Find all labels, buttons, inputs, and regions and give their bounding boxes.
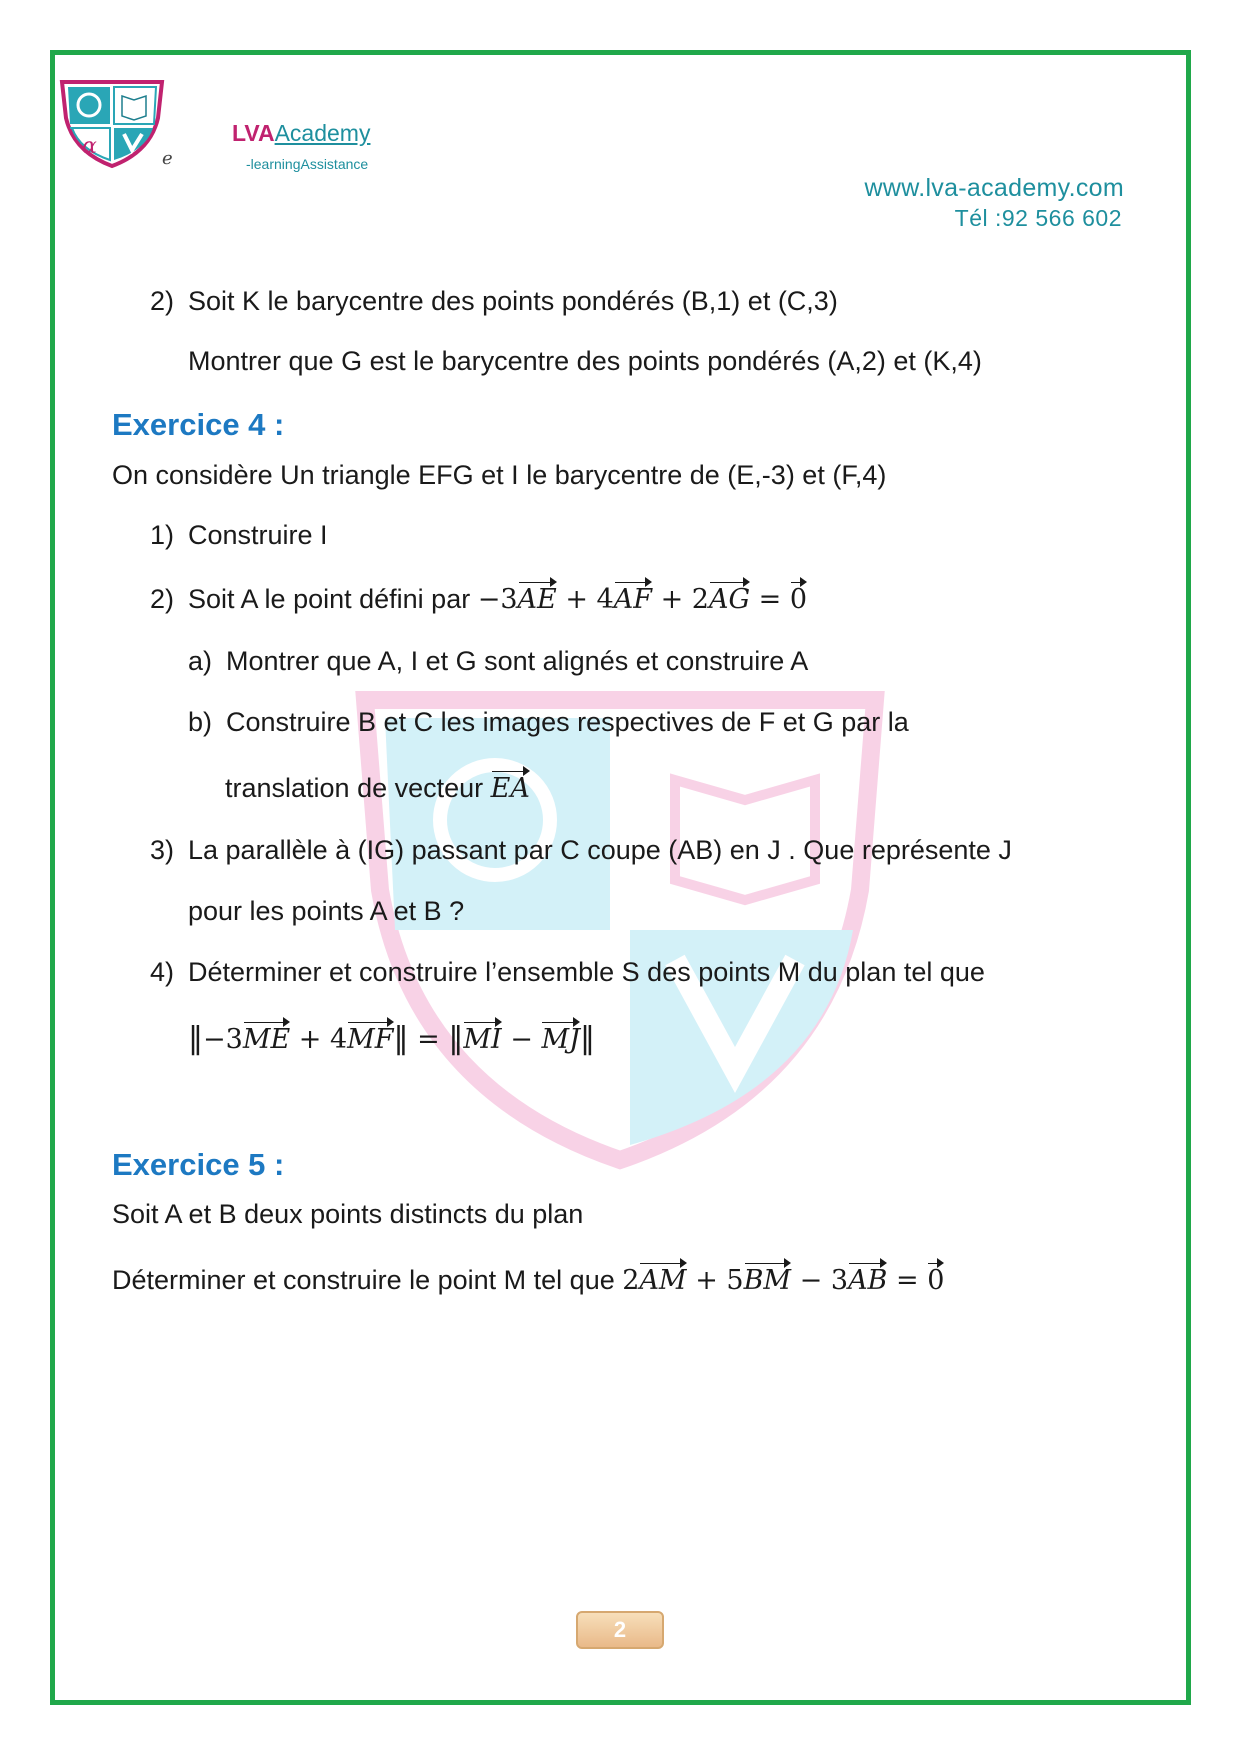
exercise-4-title: Exercice 4 : bbox=[112, 407, 285, 442]
brand-subtitle: -learningAssistance bbox=[246, 156, 369, 172]
lva-logo-icon bbox=[58, 78, 166, 170]
watermark-logo-icon bbox=[355, 690, 885, 1170]
ex4-question-2b: b) Construire B et C les images respectives de F et G par la bbox=[188, 707, 909, 737]
ex4-question-2a: a) Montrer que A, I et G sont alignés et construire A bbox=[188, 646, 809, 676]
svg-text:α: α bbox=[82, 134, 97, 159]
brand-name: LVAAcademy bbox=[232, 120, 371, 146]
ex4-q4-equation: ‖−3ME + 4MF‖ = ‖MI − MJ‖ bbox=[188, 1021, 595, 1056]
exercise-5-line1: Soit A et B deux points distincts du plan bbox=[112, 1199, 584, 1229]
exercise-5-line2: Déterminer et construire le point M tel que 2AM + 5BM − 3AB = 0 bbox=[112, 1265, 945, 1296]
ex3-question-2-line2: Montrer que G est le barycentre des points pondérés (A,2) et (K,4) bbox=[188, 346, 982, 376]
website-link[interactable]: www.lva-academy.com bbox=[864, 174, 1124, 202]
exercise-5-title: Exercice 5 : bbox=[112, 1147, 285, 1182]
ex4-question-3-line2: pour les points A et B ? bbox=[188, 896, 465, 926]
ex5-equation: 2AM + 5BM − 3AB = 0 bbox=[622, 1265, 945, 1296]
ex4-question-3: 3) La parallèle à (IG) passant par C coupe (AB) en J . Que représente J bbox=[150, 835, 1012, 865]
ex4-question-2b-line2: translation de vecteur EA bbox=[225, 773, 530, 804]
brand-e: e bbox=[162, 148, 173, 169]
exercise-4-intro: On considère Un triangle EFG et I le barycentre de (E,-3) et (F,4) bbox=[112, 460, 887, 490]
ex3-question-2: 2) Soit K le barycentre des points pondérés (B,1) et (C,3) bbox=[150, 286, 838, 316]
ex4-question-2: 2) Soit A le point défini par −3AE + 4AF + 2AG = 0 bbox=[150, 584, 808, 615]
ex4-question-4: 4) Déterminer et construire l’ensemble S des points M du plan tel que bbox=[150, 957, 985, 987]
page-number: 2 bbox=[576, 1611, 664, 1649]
ex4-question-1: 1) Construire I bbox=[150, 520, 328, 550]
ex4-q2-equation: −3AE + 4AF + 2AG = 0 bbox=[477, 584, 808, 615]
phone-number: Tél :92 566 602 bbox=[954, 205, 1122, 231]
